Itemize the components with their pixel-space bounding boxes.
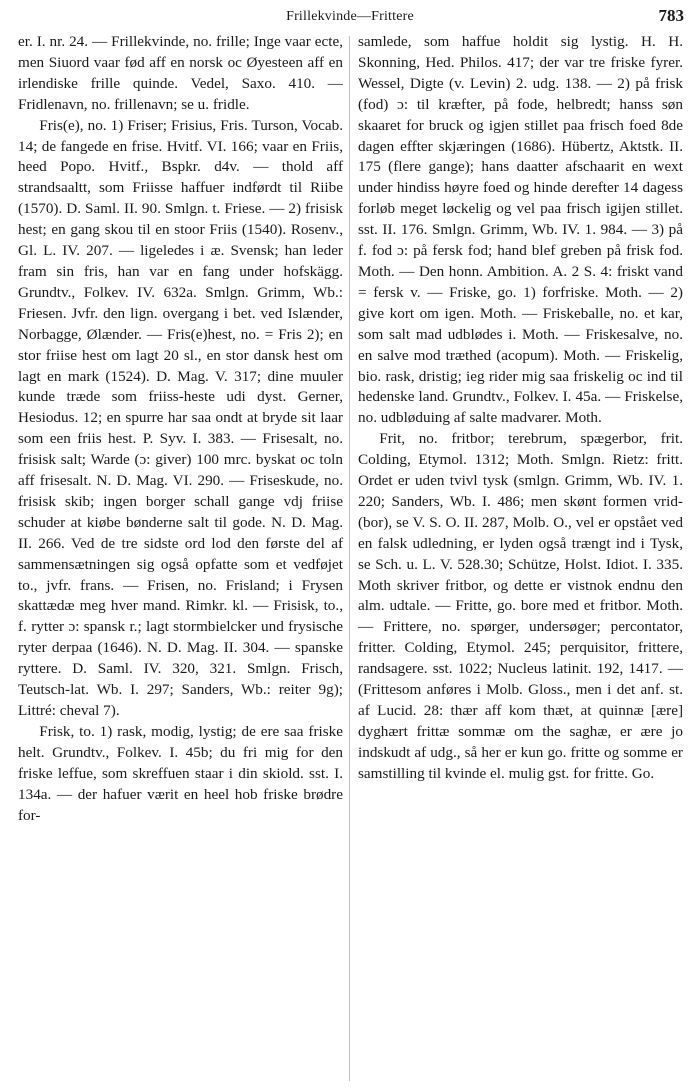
entry-frillekvinde: er. I. nr. 24. — Frillekvinde, no. frille; Inge vaar ecte, men Siuord vaar fød aff en norsk oc Øyesteen aff en irlendiske frille quinde. Vedel, Saxo. 410. — Fridlenavn, no. frillenavn; se u. fridle. — [18, 33, 343, 113]
column-divider — [349, 36, 350, 1081]
running-head: Frillekvinde—Frittere — [286, 9, 414, 24]
page-header — [10, 6, 690, 30]
right-column — [358, 32, 683, 785]
entry-frisk-continued: samlede, som haffue holdit sig lystig. H. H. Skonning, Hed. Philos. 417; der var tre friske fyrer. Wessel, Digte (v. Levin) 2. udg. 138. — 2) på frisk (fod) ɔ: til kræfter, på fode, helbredt; hanss søn skaaret for bruck og igjen stillet paa frisch foed 8de dagen effter skjæringen (1686). Hübertz, Aktstk. II. 175 (flere gange); hans daatter afschaarit en wext under hindiss høyre foed og hinde derefter 14 dagess forløb meget løckelig og vel paa frisch igijen stillet. sst. II. 176. Smlgn. Grimm, Wb. IV. 1. 984. — 3) på f. fod ɔ: på fersk fod; hand blef greben på frisk fod. Moth. — Den honn. Ambition. A. 2 S. 4: friskt vand = fersk v. — Friske, go. 1) forfriske. Moth. — 2) give kort om igen. Moth. — Friskeballe, no. et kar, som salt mad udblødes i. Moth. — Friskesalve, no. en salve mod træthed (acopum). Moth. — Friskelig, bio. rask, dristig; ieg rider mig saa friskelig oc ind til hedenske land. Grundtv., Folkev. I. 45a. — Friskelse, no. udbløduing af salte madvarer. Moth. — [358, 33, 683, 427]
entry-frisk: Frisk, to. 1) rask, modig, lystig; de ere saa friske helt. Grundtv., Folkev. I. 45b; du fri mig for den friske leffue, som skreffuen staar i din skiold. sst. I. 134a. — der hafuer værit en heel hob friske brødre for- — [18, 722, 343, 824]
left-column — [18, 32, 343, 826]
page-number: 783 — [658, 6, 684, 25]
entry-fris: Fris(e), no. 1) Friser; Frisius, Fris. Turson, Vocab. 14; de fangede en frise. Hvitf. VI. 166; vaar en Friis, heed Popo. Hvitf., Bspkr. d4v. — thold aff strandsaaltt, som Friisse haffuer indførdt til Riibe (1570). D. Saml. II. 90. Smlgn. t. Friese. — 2) frisisk hest; en gang skou til en stoor Friis (1540). Rosenv., Gl. L. IV. 207. — ligeledes i æ. Svensk; han leder fram sin fris, han var en fang under hofskägg. Grundtv., Folkev. IV. 632a. Smlgn. Grimm, Wb.: Friesen. Jvfr. den lign. overgang i bet. ved Islænder, Norbagge, Ølænder. — Fris(e)hest, no. = Fris 2); en stor friise hest om lagt 20 sl., en stor dansk hest om lagt en mark (1524). D. Mag. V. 317; dine muuler kunde træde som friiss-heste udi dyst. Gerner, Hesiodus. 12; en spurre har saa ondt at bryde sit laar som een friis hest. P. Syv. I. 383. — Frisesalt, no. frisisk salt; Warde (ɔ: giver) 100 mrc. byskat oc toln aff frisesalt. N. D. Mag. VI. 290. — Friseskude, no. frisisk skib; ingen borger schall gange vdj friise schuder at kiøbe bønderne salt til gode. N. D. Mag. II. 266. Ved de tre sidste ord lod den første del af sammensætningen sig også opfatte som et vedføjet to., jvfr. frans. — Frisen, no. Frisland; i Frysen skattædæ meg hver mand. Rimkr. kl. — Frisisk, to., f. rytter ɔ: spansk r.; lagt stormbielcker und frysische ryter derpaa (1646). N. D. Mag. II. 304. — spanske ryttere. D. Saml. IV. 320, 321. Smlgn. Frisch, Teutsch-lat. Wb. I. 297; Sanders, Wb.: reiter 9g); Littré: cheval 7). — [18, 116, 343, 719]
entry-frit: Frit, no. fritbor; terebrum, spægerbor, frit. Colding, Etymol. 1312; Moth. Smlgn. Rietz: fritt. Ordet er uden tvivl tysk (smlgn. Grimm, Wb. IV. 1. 220; Sanders, Wb. I. 486; men skønt formen vrid-(bor), se V. S. O. II. 287, Molb. O., vel er opstået ved en falsk udledning, er lyden også trængt ind i Tysk, se Sch. u. L. V. 528.30; Schütze, Holst. Idiot. I. 335. Moth skriver fritbor, og dette er vistnok endnu den alm. udtale. — Fritte, go. bore med et fritbor. Moth. — Frittere, no. spørger, undersøger; percontator, fritter. Colding, Etymol. 245; perquisitor, frittere, randsagere. sst. 1022; Nucleus latinit. 192, 1417. — (Frittesom anføres i Molb. Gloss., men i det anf. st. af Lucid. 28: thær aff kom thæt, at quinnæ [ære] dyghært frittæ sommæ om the saghæ, er ære jo indskudt af udg., så her er kun go. fritte og somme er samstilling til kvinde el. mulig gst. for fritte. Go. — [358, 430, 683, 782]
